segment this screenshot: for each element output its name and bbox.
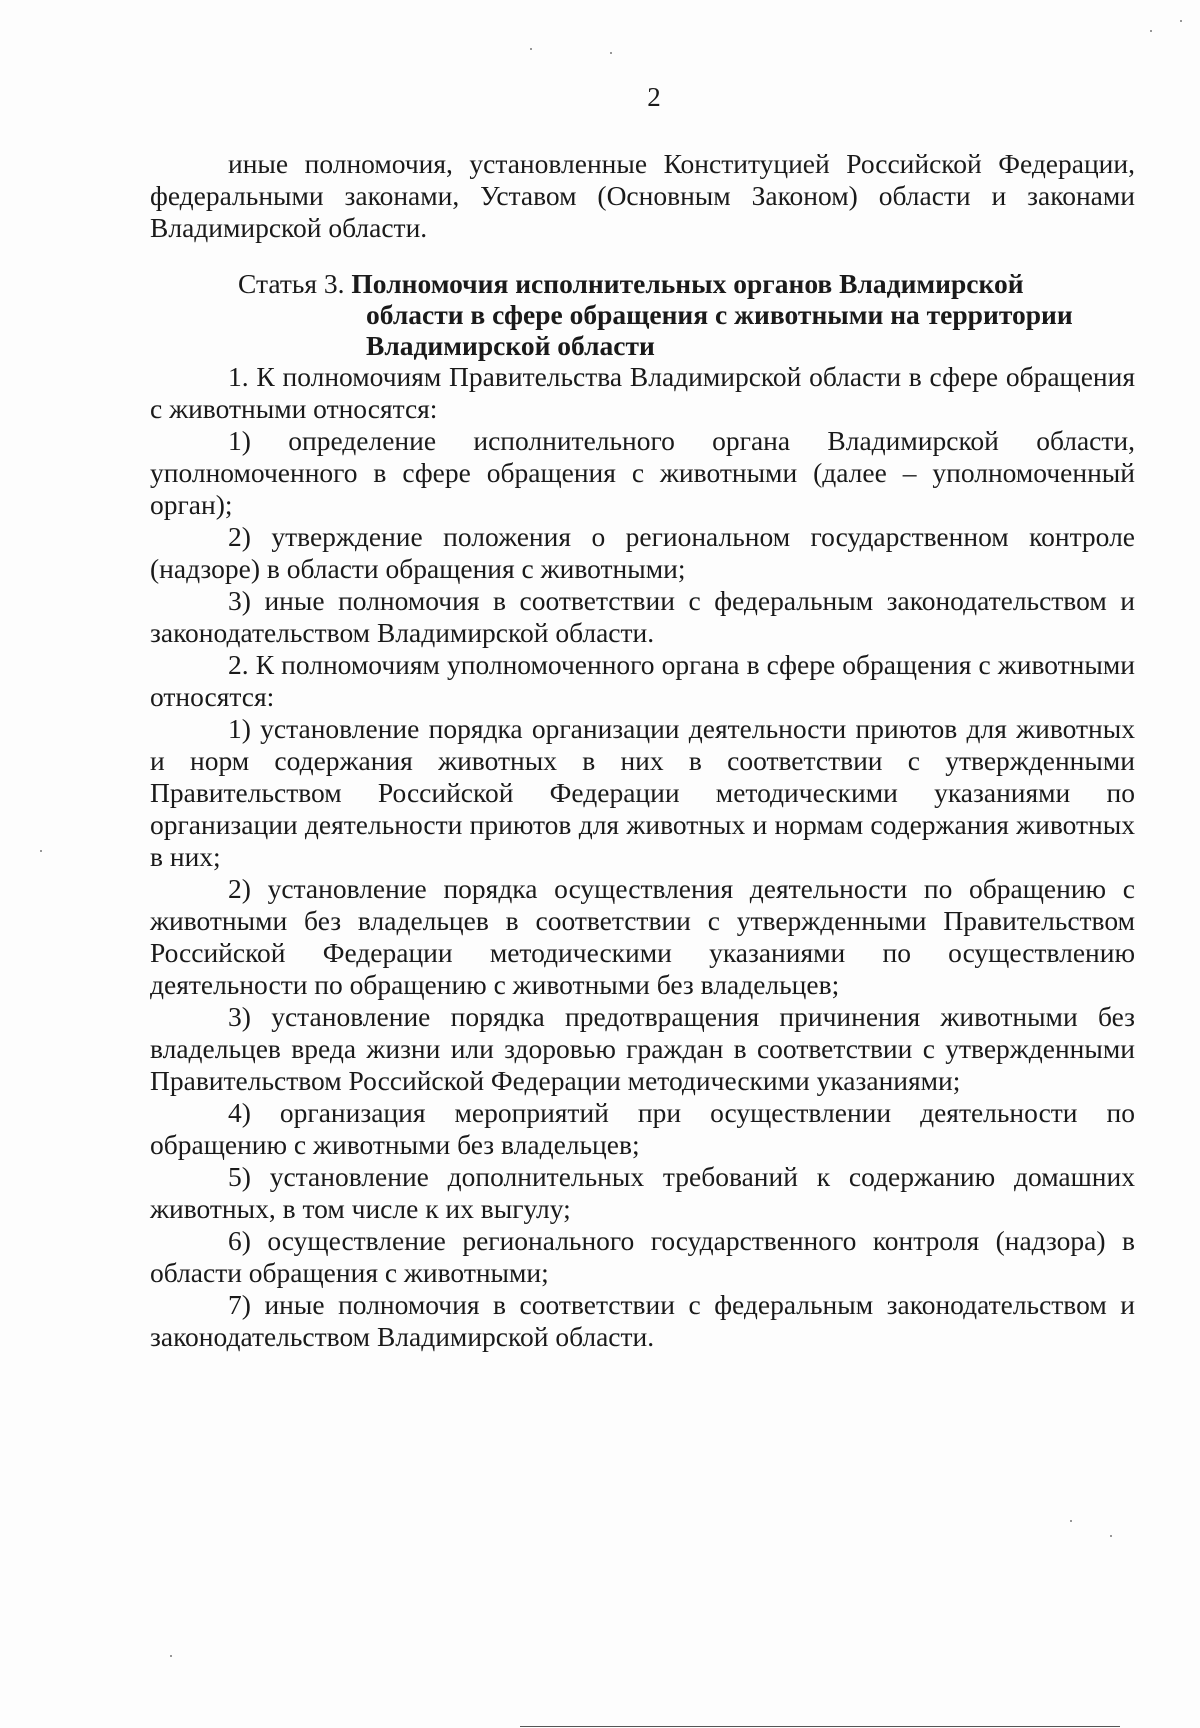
intro-paragraph: иные полномочия, установленные Конституцией Российской Федерации, федеральными законами, Уставом (Основным Законом) области и законами Владимирской области. [150, 148, 1135, 243]
article-number: Статья 3. [238, 268, 345, 299]
section-1-item: 2) утверждение положения о региональном государственном контроле (надзоре) в области обращения с животными; [150, 521, 1135, 584]
scan-speck [1070, 1520, 1072, 1522]
document-body [150, 148, 1135, 1353]
article-title-line-2: области в сфере обращения с животными на территории [366, 299, 1073, 330]
section-2-item: 1) установление порядка организации деятельности приютов для животных и норм содержания животных в них в соответствии с утвержденными Правительством Российской Федерации методическими указаниями по организации деятельности приютов для животных и нормам содержания животных в них; [150, 713, 1135, 872]
article-heading [150, 268, 1135, 361]
section-1-item: 3) иные полномочия в соответствии с федеральным законодательством и законодательством Владимирской области. [150, 585, 1135, 648]
scan-speck [1180, 20, 1182, 22]
section-1-lead: 1. К полномочиям Правительства Владимирской области в сфере обращения с животными относятся: [150, 361, 1135, 424]
section-2-item: 6) осуществление регионального государственного контроля (надзора) в области обращения с животными; [150, 1225, 1135, 1288]
section-2-item: 7) иные полномочия в соответствии с федеральным законодательством и законодательством Владимирской области. [150, 1289, 1135, 1352]
section-2-item: 4) организация мероприятий при осуществлении деятельности по обращению с животными без владельцев; [150, 1097, 1135, 1160]
scan-speck [170, 1655, 172, 1657]
section-2-lead: 2. К полномочиям уполномоченного органа в сфере обращения с животными относятся: [150, 649, 1135, 712]
scan-speck [610, 52, 612, 54]
scan-speck [1150, 30, 1152, 32]
scan-speck [1110, 1535, 1112, 1537]
scan-speck [530, 48, 532, 50]
page-number: 2 [647, 82, 661, 112]
section-2-item: 2) установление порядка осуществления деятельности по обращению с животными без владельцев в соответствии с утвержденными Правительством Российской Федерации методическими указаниями по осуществлению деятельности по обращению с животными без владельцев; [150, 873, 1135, 1000]
section-2-item: 3) установление порядка предотвращения причинения животными без владельцев вреда жизни или здоровью граждан в соответствии с утвержденными Правительством Российской Федерации методическими указаниями; [150, 1001, 1135, 1096]
section-2-item: 5) установление дополнительных требований к содержанию домашних животных, в том числе к их выгулу; [150, 1161, 1135, 1224]
section-1-item: 1) определение исполнительного органа Владимирской области, уполномоченного в сфере обращения с животными (далее – уполномоченный орган); [150, 425, 1135, 520]
article-title-line-1: Полномочия исполнительных органов Владимирской [351, 268, 1024, 299]
page-bottom-edge [520, 1726, 1120, 1727]
article-title-line-3: Владимирской области [366, 330, 655, 361]
scan-speck [40, 850, 42, 852]
